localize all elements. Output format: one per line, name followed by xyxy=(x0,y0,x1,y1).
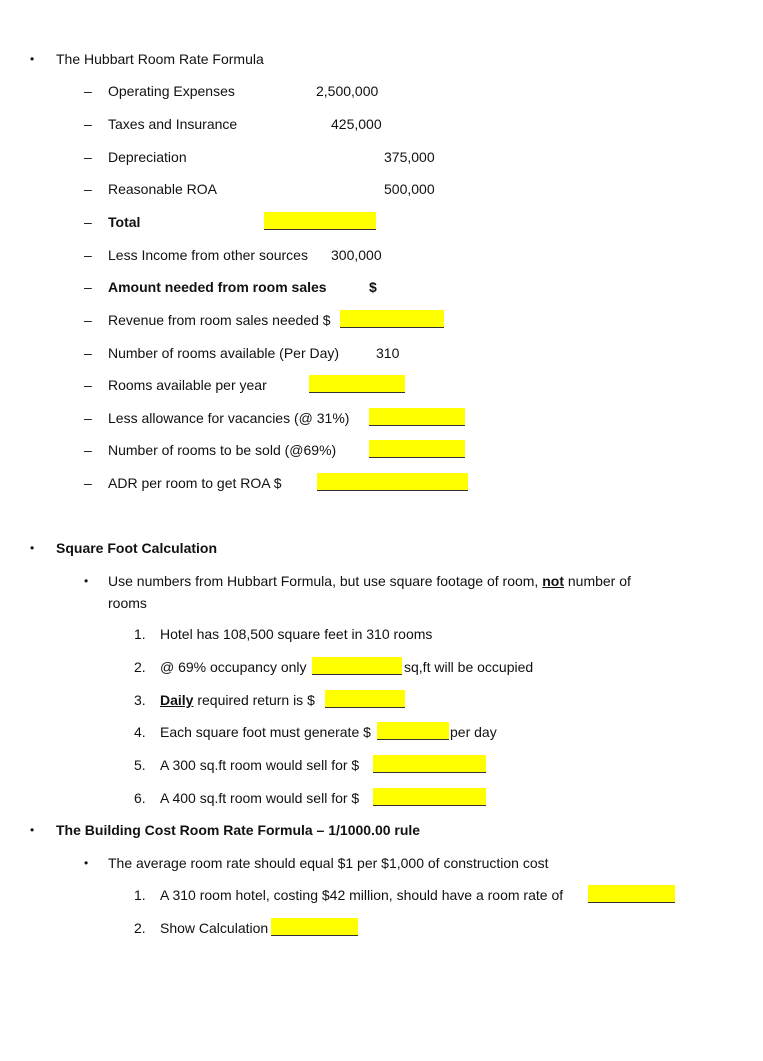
sqft-item-2: @ 69% occupancy only xyxy=(160,659,307,675)
depreciation-value: 375,000 xyxy=(384,149,435,165)
bullet-icon: • xyxy=(84,856,89,870)
dash-icon: – xyxy=(84,475,92,491)
rooms-per-day-label: Number of rooms available (Per Day) xyxy=(108,345,340,361)
adr-answer-field[interactable] xyxy=(317,473,468,491)
bullet-icon: • xyxy=(30,52,35,66)
sqft-item-2-after: sq,ft will be occupied xyxy=(404,659,534,675)
reasonable-roa-label: Reasonable ROA xyxy=(108,181,217,197)
dash-icon: – xyxy=(84,247,92,263)
room-sales-needed-label: Amount needed from room sales xyxy=(108,279,327,295)
dash-icon: – xyxy=(84,377,92,393)
dash-icon: – xyxy=(84,116,92,132)
sqft-intro-part: Use numbers from Hubbart Formula, but use square footage of room, xyxy=(108,573,543,589)
sqft-item-4-after: per day xyxy=(450,724,497,740)
dash-icon: – xyxy=(84,181,92,197)
daily-emphasis: Daily xyxy=(160,692,194,708)
hubbart-title: The Hubbart Room Rate Formula xyxy=(56,51,264,67)
daily-return-answer-field[interactable] xyxy=(325,690,405,708)
revenue-needed-answer-field[interactable] xyxy=(340,310,444,328)
dash-icon: – xyxy=(84,410,92,426)
building-item-1: A 310 room hotel, costing $42 million, should have a room rate of xyxy=(160,887,564,903)
dash-icon: – xyxy=(84,442,92,458)
rooms-to-sell-answer-field[interactable] xyxy=(369,440,465,458)
building-intro: The average room rate should equal $1 per $1,000 of construction cost xyxy=(108,855,549,871)
item-number: 2. xyxy=(134,920,146,936)
dash-icon: – xyxy=(84,214,92,230)
room-400-answer-field[interactable] xyxy=(373,788,486,806)
sqft-item-6: A 400 sq.ft room would sell for $ xyxy=(160,790,360,806)
sqft-item-3 xyxy=(160,691,315,709)
sqft-item-5: A 300 sq.ft room would sell for $ xyxy=(160,757,360,773)
dash-icon: – xyxy=(84,83,92,99)
dash-icon: – xyxy=(84,279,92,295)
per-sqft-answer-field[interactable] xyxy=(377,722,449,740)
bullet-icon: • xyxy=(84,574,89,588)
dash-icon: – xyxy=(84,149,92,165)
not-emphasis: not xyxy=(542,573,564,589)
operating-expenses-value: 2,500,000 xyxy=(316,83,379,99)
bullet-icon: • xyxy=(30,541,35,555)
sqft-intro-continued: rooms xyxy=(108,595,147,611)
vacancy-allowance-label: Less allowance for vacancies (@ 31%) xyxy=(108,410,350,426)
sqft-item-3-text: required return is $ xyxy=(193,692,315,708)
taxes-insurance-label: Taxes and Insurance xyxy=(108,116,238,132)
bullet-icon: • xyxy=(30,823,35,837)
rooms-per-year-answer-field[interactable] xyxy=(309,375,405,393)
depreciation-label: Depreciation xyxy=(108,149,187,165)
occupied-sqft-answer-field[interactable] xyxy=(312,657,402,675)
taxes-insurance-value: 425,000 xyxy=(331,116,382,132)
rooms-per-day-value: 310 xyxy=(376,345,400,361)
total-label: Total xyxy=(108,214,141,230)
building-item-2: Show Calculation xyxy=(160,920,269,936)
item-number: 3. xyxy=(134,692,146,708)
building-title: The Building Cost Room Rate Formula – 1/1000.00 rule xyxy=(56,822,421,838)
item-number: 2. xyxy=(134,659,146,675)
adr-label: ADR per room to get ROA $ xyxy=(108,475,282,491)
dash-icon: – xyxy=(84,345,92,361)
sqft-item-4: Each square foot must generate $ xyxy=(160,724,371,740)
other-income-value: 300,000 xyxy=(331,247,382,263)
sqft-intro xyxy=(108,572,631,590)
rooms-to-sell-label: Number of rooms to be sold (@69%) xyxy=(108,442,337,458)
operating-expenses-label: Operating Expenses xyxy=(108,83,235,99)
reasonable-roa-value: 500,000 xyxy=(384,181,435,197)
total-answer-field[interactable] xyxy=(264,212,376,230)
item-number: 4. xyxy=(134,724,146,740)
other-income-label: Less Income from other sources xyxy=(108,247,308,263)
rooms-per-year-label: Rooms available per year xyxy=(108,377,267,393)
item-number: 6. xyxy=(134,790,146,806)
vacancy-allowance-answer-field[interactable] xyxy=(369,408,465,426)
sqft-item-1: Hotel has 108,500 square feet in 310 rooms xyxy=(160,626,433,642)
sqft-intro-part: number of xyxy=(563,573,631,589)
room-sales-needed-value: $ xyxy=(369,279,377,295)
item-number: 1. xyxy=(134,887,146,903)
calculation-answer-field[interactable] xyxy=(271,918,358,936)
revenue-needed-label: Revenue from room sales needed $ xyxy=(108,312,331,328)
room-300-answer-field[interactable] xyxy=(373,755,486,773)
sqft-title: Square Foot Calculation xyxy=(56,540,218,556)
dash-icon: – xyxy=(84,312,92,328)
room-rate-answer-field[interactable] xyxy=(588,885,675,903)
item-number: 5. xyxy=(134,757,146,773)
item-number: 1. xyxy=(134,626,146,642)
